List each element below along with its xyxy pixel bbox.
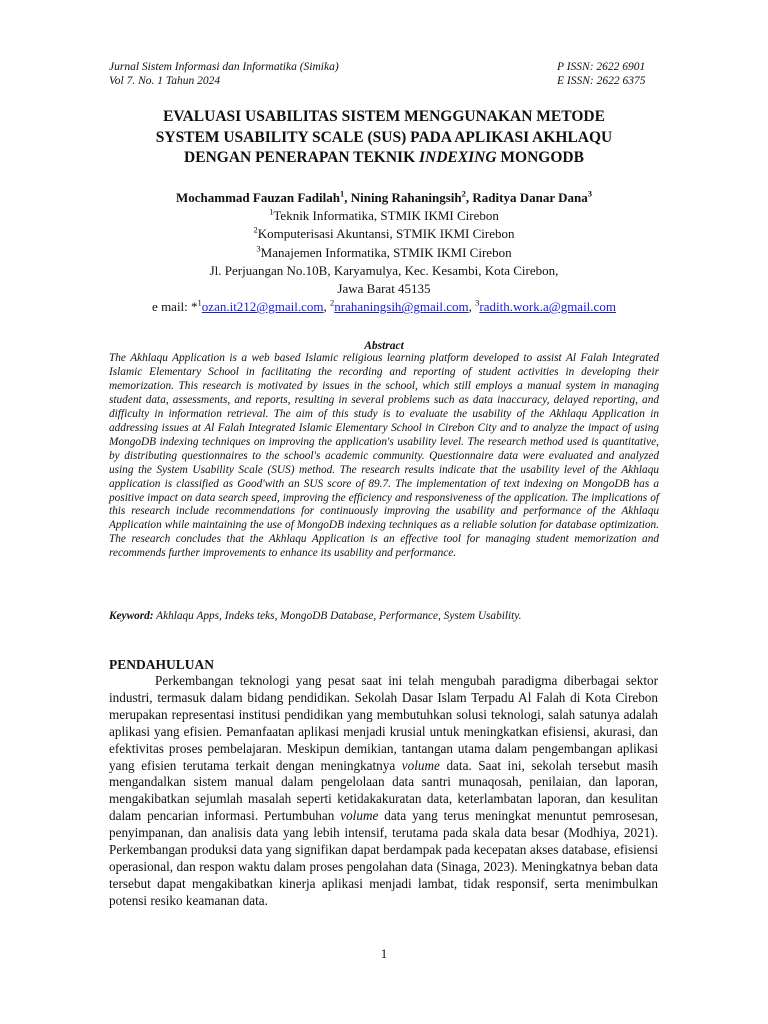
- intro-italic-volume-2: volume: [340, 808, 379, 824]
- journal-name: Jurnal Sistem Informasi dan Informatika (Simika): [109, 61, 339, 73]
- intro-text-part-3: data yang terus meningkat menuntut pemrosesan, penyimpanan, dan analisis data yang lebih intensif, terutama pada skala data besar (Modhiya, 2021). Perkembangan produksi data yang signifikan dapat berdampak pada kecepatan akses database, efisiensi operasional, dan respon waktu dalam proses pengolahan data (Sinaga, 2023). Meningkatnya beban data tersebut dapat mengakibatkan kinerja aplikasi menjadi lambat, tidak responsif, serta menimbulkan potensi resiko keamanan data.: [109, 808, 658, 908]
- affiliation-3-text: Manajemen Informatika, STMIK IKMI Cirebon: [260, 244, 512, 260]
- author-2: Nining Rahaningsih: [350, 190, 462, 205]
- affiliation-1-text: Teknik Informatika, STMIK IKMI Cirebon: [273, 208, 499, 224]
- email-2-sup: 2: [330, 297, 335, 308]
- address-line-2: Jawa Barat 45135: [337, 281, 431, 297]
- address-line-1: Jl. Perjuangan No.10B, Karyamulya, Kec. Kesambi, Kota Cirebon,: [209, 262, 559, 278]
- abstract-text: The Akhlaqu Application is a web based Islamic religious learning platform developed to assist Al Falah Integrated Islamic Elementary School in facilitating the recording and reporting of student activities in developing their memorization. This research is motivated by issues in the school, which still employs a manual system in managing student data, assessments, and reports, resulting in several problems such as data inaccuracy, delayed reporting, and difficulty in information retrieval. The aim of this study is to evaluate the usability of the Akhlaqu Application in addressing issues at Al Falah Integrated Islamic Elementary School in Cirebon City and to analyze the impact of using MongoDB indexing techniques on improving the application's usability level. The research method used is quantitative, by distributing questionnaires to the school's academic community. Questionnaire data were evaluated and analyzed using the System Usability Scale (SUS) method. The research results indicate that the usability level of the Akhlaqu application is classified as Good'with an SUS score of 89.7. The implementation of text indexing on MongoDB has a positive impact on data search speed, improving the efficiency and responsiveness of the application. The implications of this research include recommendations for continuously improving the usability and performance of the Akhlaqu Application while maintaining the use of MongoDB indexing techniques as a reliable solution for database optimization. The research concludes that the Akhlaqu Application is an effective tool for managing student memorization and recommends further improvements to enhance its usability and performance.: [109, 352, 659, 560]
- affiliation-2-text: Komputerisasi Akuntansi, STMIK IKMI Cirebon: [257, 226, 515, 242]
- title-line-3-end: MONGODB: [496, 149, 584, 166]
- author-1-sup: 1: [339, 188, 345, 199]
- e-issn: E ISSN: 2622 6375: [557, 75, 646, 87]
- paper-title: [100, 107, 668, 169]
- author-1: Mochammad Fauzan Fadilah: [176, 190, 340, 205]
- affiliation-1-sup: 1: [269, 206, 274, 217]
- affiliation-2-sup: 2: [253, 225, 258, 236]
- email-link-2[interactable]: nrahaningsih@gmail.com: [334, 299, 469, 315]
- introduction-body: [109, 673, 658, 910]
- email-link-3[interactable]: radith.work.a@gmail.com: [479, 299, 616, 315]
- p-issn: P ISSN: 2622 6901: [557, 61, 646, 73]
- issn-info: [557, 60, 645, 88]
- keywords-label: Keyword:: [109, 610, 154, 622]
- author-names: Mochammad Fauzan Fadilah$^1$, Nining Rahaningsih$^2$, Raditya Danar Dana$^3$: [176, 188, 592, 205]
- affiliation-2: [80, 225, 688, 243]
- page-number: 1: [380, 946, 388, 961]
- intro-italic-volume-1: volume: [401, 757, 440, 773]
- affiliation-3-sup: 3: [256, 243, 261, 254]
- title-italic-word: INDEXING: [419, 149, 497, 166]
- author-3-sup: 3: [587, 188, 592, 199]
- author-block: [80, 189, 688, 316]
- affiliation-1: [80, 207, 688, 225]
- email-prefix: e mail: *: [152, 299, 198, 315]
- title-line-2: SYSTEM USABILITY SCALE (SUS) PADA APLIKASI AKHLAQU: [155, 128, 613, 146]
- title-line-1: EVALUASI USABILITAS SISTEM MENGGUNAKAN METODE: [163, 108, 605, 125]
- affiliation-3: [80, 244, 688, 262]
- title-line-3-start: DENGAN PENERAPAN TEKNIK: [184, 149, 420, 166]
- intro-text-part-1: Perkembangan teknologi yang pesat saat ini telah mengubah paradigma diberbagai sektor industri, termasuk dalam bidang pendidikan. Sekolah Dasar Islam Terpadu Al Falah di Kota Cirebon merupakan representasi institusi pendidikan yang membutuhkan solusi teknologi, salah satunya adalah aplikasi yang efisien. Pemanfaatan aplikasi menjadi krusial untuk meningkatkan efisiensi, akurasi, dan efektivitas proses pembelajaran. Meskipun demikian, tantangan utama dalam pengembangan aplikasi yang efisien terutama terkait dengan meningkatnya: [109, 673, 658, 773]
- title-line-3: [100, 148, 668, 169]
- author-3: Raditya Danar Dana: [472, 190, 588, 205]
- email-3-sup: 3: [475, 297, 480, 308]
- abstract-heading: Abstract: [364, 340, 404, 352]
- journal-info: [109, 60, 339, 88]
- intro-text-part-2: data. Saat ini, sekolah tersebut masih mengandalkan sistem manual dalam pengelolaan data santri munaqosah, penilaian, dan laporan, mengakibatkan sejumlah masalah seperti ketidakakuratan data, keterlambatan laporan, dan kesulitan dalam pencarian informasi. Pertumbuhan: [109, 757, 659, 824]
- keywords: [109, 609, 669, 623]
- email-link-1[interactable]: ozan.it212@gmail.com: [201, 299, 324, 315]
- email-1-sup: 1: [197, 297, 202, 308]
- author-2-sup: 2: [461, 188, 466, 199]
- keywords-text: Akhlaqu Apps, Indeks teks, MongoDB Database, Performance, System Usability.: [153, 610, 522, 622]
- introduction-paragraph: [109, 673, 658, 910]
- journal-volume: Vol 7. No. 1 Tahun 2024: [109, 75, 221, 87]
- section-heading-pendahuluan: PENDAHULUAN: [109, 657, 215, 672]
- email-line: e mail: *$^1$ozan.it212@gmail.com, $^2$nrahaningsih@gmail.com, $^3$radith.work.a@gmail.com: [152, 297, 616, 315]
